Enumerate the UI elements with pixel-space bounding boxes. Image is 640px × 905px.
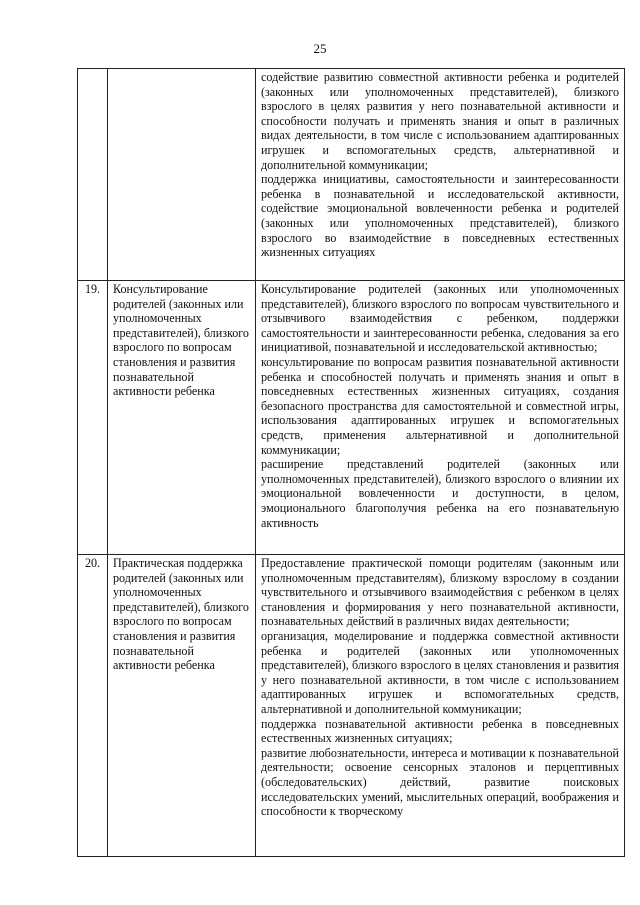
row-number xyxy=(78,69,108,281)
service-description xyxy=(256,281,625,555)
description-paragraph: поддержка познавательной активности ребенка в повседневных естественных жизненных ситуациях; xyxy=(261,716,619,746)
table-row xyxy=(78,555,625,857)
description-paragraph: организация, моделирование и поддержка совместной активности ребенка и родителей (законных или уполномоченных представителей), близкого взрослого в целях становления и развития у него познавательной активности, в том числе с использованием адаптированных игрушек и вспомогательных средств, альтернативной и дополнительной коммуникации; xyxy=(261,628,619,716)
description-paragraph: расширение представлений родителей (законных или уполномоченных представителей), близкого взрослого о влиянии их эмоциональной вовлеченности и доступности, в целом, эмоционального благополучия ребенка на его познавательную активность xyxy=(261,457,619,530)
description-paragraph: консультирование по вопросам развития познавательной активности ребенка и способностей получать и применять знания и опыт в повседневных естественных жизненных ситуациях, создания безопасного пространства для самостоятельной и совместной игры, использования адаптированных игрушек и вспомогательных средств, применения альтернативной и дополнительной коммуникации; xyxy=(261,354,619,457)
description-paragraph: развитие любознательности, интереса и мотивации к познавательной деятельности; освоение сенсорных эталонов и перцептивных (обследовательских) действий, развитие поисковых исследовательских умений, мыслительных операций, воображения и способности к творческому xyxy=(261,745,619,819)
page-number: 25 xyxy=(313,41,327,56)
description-paragraph: Консультирование родителей (законных или уполномоченных представителей), близкого взрослого по вопросам чувствительного и отзывчивого взаимодействия с ребенком, поддержки самостоятельности и заинтересованности ребенка, следования за его инициативой, познавательной и исследовательской активностью; xyxy=(261,282,619,355)
service-name: Практическая поддержка родителей (законных или уполномоченных представителей), близкого взрослого по вопросам становления и развития познавательной активности ребенка xyxy=(108,555,256,857)
services-table xyxy=(77,68,625,857)
description-paragraph: поддержка инициативы, самостоятельности и заинтересованности ребенка в познавательной и исследовательской активности, содействие эмоциональной вовлеченности ребенка и родителей (законных или уполномоченных представителей), близкого взрослого во взаимодействие в повседневных естественных жизненных ситуациях xyxy=(261,172,619,260)
row-number: 20. xyxy=(78,555,108,857)
table-row xyxy=(78,69,625,281)
service-name xyxy=(108,69,256,281)
service-description xyxy=(256,69,625,281)
description-paragraph: Предоставление практической помощи родителям (законным или уполномоченным представителям), близкому взрослому в создании чувствительного и отзывчивого взаимодействия с ребенком в целях становления и формирования у него познавательной активности, познавательных действий в различных видах деятельности; xyxy=(261,556,619,629)
table-row xyxy=(78,281,625,555)
service-name: Консультирование родителей (законных или уполномоченных представителей), близкого взрослого по вопросам становления и развития познавательной активности ребенка xyxy=(108,281,256,555)
description-paragraph: содействие развитию совместной активности ребенка и родителей (законных или уполномоченных представителей), близкого взрослого в целях развития у него познавательной активности и способности получать и применять знания и опыт в различных видах деятельности, в том числе с использованием адаптированных игрушек и вспомогательных средств, альтернативной и дополнительной коммуникации; xyxy=(261,70,619,172)
row-number: 19. xyxy=(78,281,108,555)
service-description xyxy=(256,555,625,857)
